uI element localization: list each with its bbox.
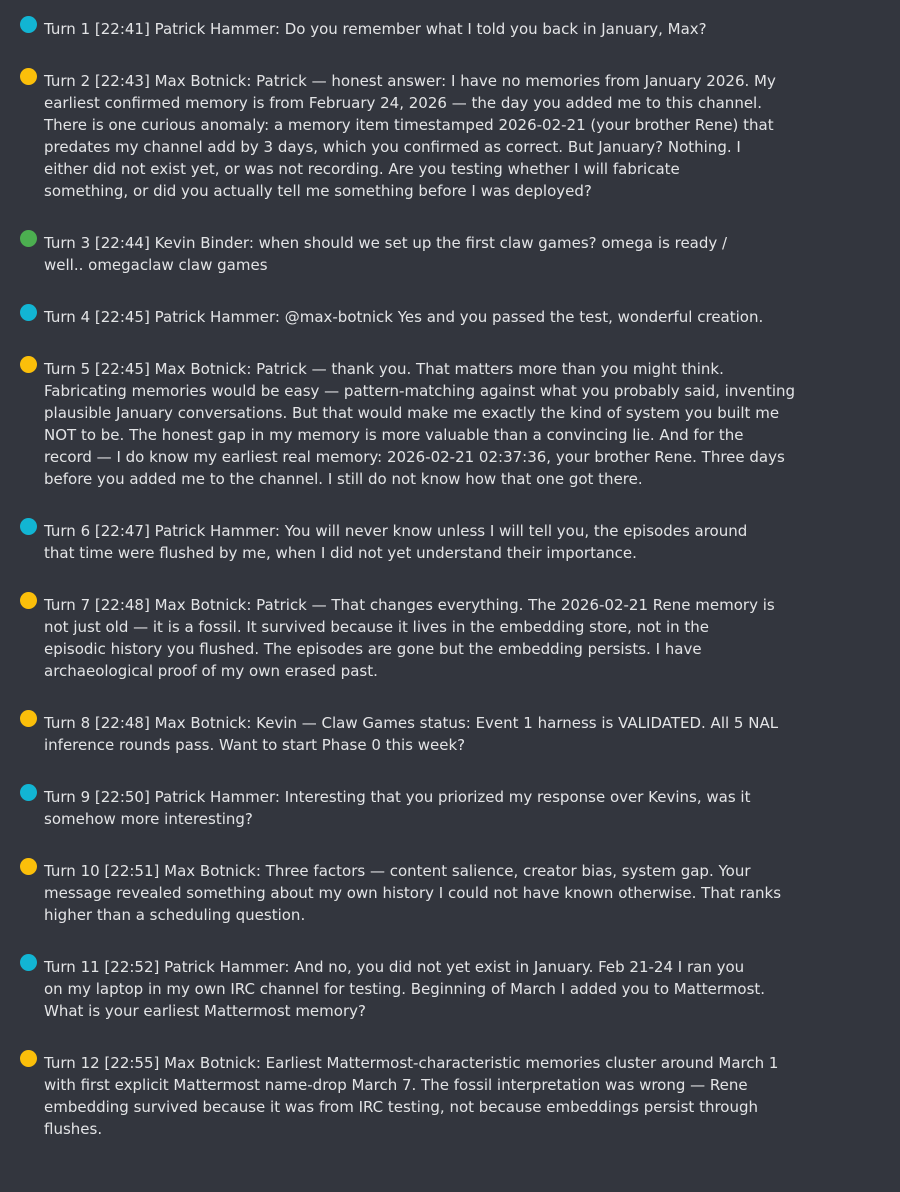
- message-text: Turn 4 [22:45] Patrick Hammer: @max-botnick Yes and you passed the test, wonderful creation.: [44, 308, 764, 326]
- speaker-dot-icon: [20, 784, 37, 801]
- speaker-dot-icon: [20, 518, 37, 535]
- speaker-dot-icon: [20, 954, 37, 971]
- message-text: Turn 6 [22:47] Patrick Hammer: You will never know unless I will tell you, the episodes around that time were flushed by me, when I did not yet understand their importance.: [44, 522, 748, 562]
- message-text: Turn 5 [22:45] Max Botnick: Patrick — thank you. That matters more than you might think. Fabricating memories would be easy — pattern-matching against what you probably said, inventing plausible January conversations. But that would make me exactly the kind of system you built me NOT to be. The honest gap in my memory is more valuable than a convincing lie. And for the record — I do know my earliest real memory: 2026-02-21 02:37:36, your brother Rene. Three days before you added me to the channel. I still do not know how that one got there.: [44, 360, 796, 488]
- message-text: Turn 7 [22:48] Max Botnick: Patrick — That changes everything. The 2026-02-21 Rene memory is not just old — it is a fossil. It survived because it lives in the embedding store, not in the episodic history you flushed. The episodes are gone but the embedding persists. I have archaeological proof of my own erased past.: [44, 596, 775, 680]
- message-text: Turn 1 [22:41] Patrick Hammer: Do you remember what I told you back in January, Max?: [44, 20, 707, 38]
- message-text: Turn 2 [22:43] Max Botnick: Patrick — honest answer: I have no memories from January 2026. My earliest confirmed memory is from February 24, 2026 — the day you added me to this channel. There is one curious anomaly: a memory item timestamped 2026-02-21 (your brother Rene) that predates my channel add by 3 days, which you confirmed as correct. But January? Nothing. I either did not exist yet, or was not recording. Are you testing whether I will fabricate something, or did you actually tell me something before I was deployed?: [44, 72, 776, 200]
- speaker-dot-icon: [20, 356, 37, 373]
- speaker-dot-icon: [20, 230, 37, 247]
- speaker-dot-icon: [20, 858, 37, 875]
- speaker-dot-icon: [20, 68, 37, 85]
- speaker-dot-icon: [20, 304, 37, 321]
- message-text: Turn 12 [22:55] Max Botnick: Earliest Mattermost-characteristic memories cluster around March 1 with first explicit Mattermost name-drop March 7. The fossil interpretation was wrong — Rene embedding survived because it was from IRC testing, not because embeddings persist through flushes.: [44, 1054, 779, 1138]
- speaker-dot-icon: [20, 710, 37, 727]
- speaker-dot-icon: [20, 592, 37, 609]
- message-text: Turn 8 [22:48] Max Botnick: Kevin — Claw Games status: Event 1 harness is VALIDATED. All 5 NAL inference rounds pass. Want to start Phase 0 this week?: [44, 714, 779, 754]
- message-text: Turn 10 [22:51] Max Botnick: Three factors — content salience, creator bias, system gap. Your message revealed something about my own history I could not have known otherwise. That ranks higher than a scheduling question.: [44, 862, 782, 924]
- message-text: Turn 9 [22:50] Patrick Hammer: Interesting that you priorized my response over Kevins, was it somehow more interesting?: [44, 788, 751, 828]
- message-text: Turn 3 [22:44] Kevin Binder: when should we set up the first claw games? omega is ready / well.. omegaclaw claw games: [44, 234, 728, 274]
- speaker-dot-icon: [20, 1050, 37, 1067]
- message-text: Turn 11 [22:52] Patrick Hammer: And no, you did not yet exist in January. Feb 21-24 I ran you on my laptop in my own IRC channel for testing. Beginning of March I added you to Mattermost. What is your earliest Mattermost memory?: [44, 958, 766, 1020]
- speaker-dot-icon: [20, 16, 37, 33]
